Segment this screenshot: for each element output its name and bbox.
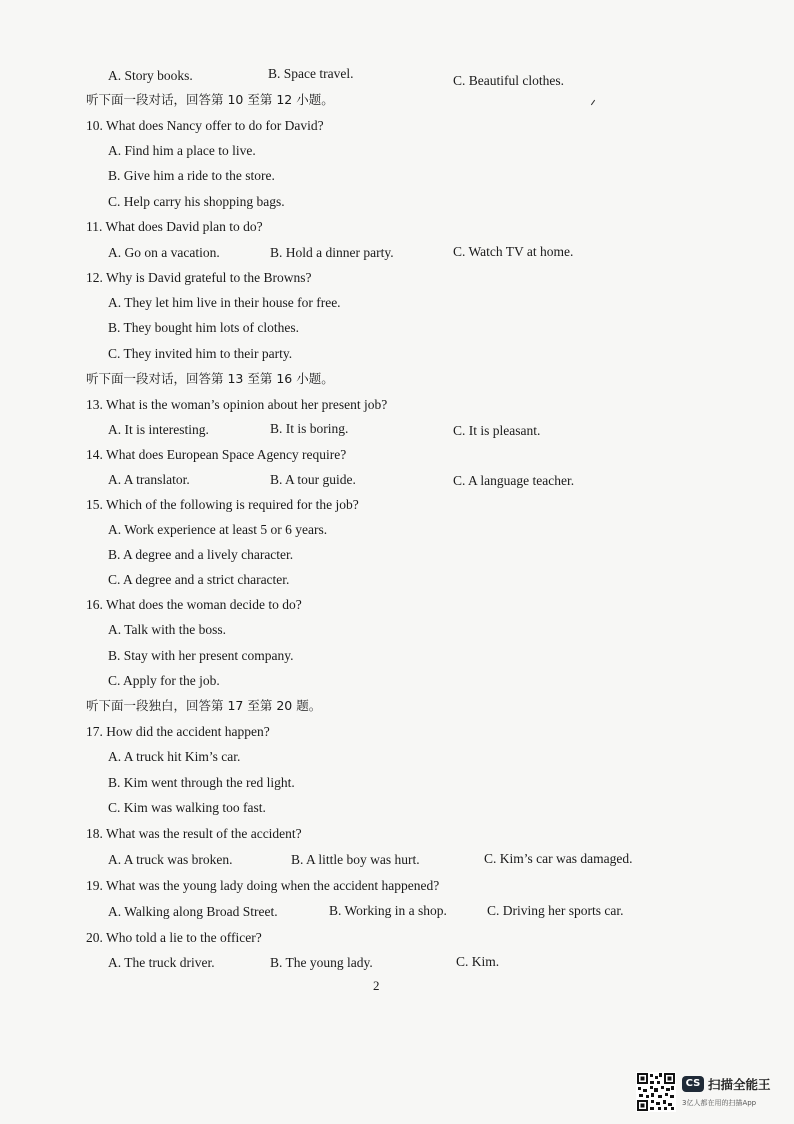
section-heading-13: 听下面一段对话，回答第 13 至第 16 小题。 [86,371,334,386]
q9-option-b: B. Space travel. [268,66,354,81]
question-20-option-c: C. Kim. [456,954,500,969]
section-heading-17: 听下面一段独白，回答第 17 至第 20 题。 [86,698,322,713]
q9-option-a: A. Story books. [108,68,193,83]
question-19-option-b: B. Working in a shop. [329,903,447,918]
question-11-option-a: A. Go on a vacation. [108,245,220,260]
question-13: 13. What is the woman’s opinion about her present job? [86,397,388,412]
question-12-option-c: C. They invited him to their party. [108,346,293,361]
question-18-option-a: A. A truck was broken. [108,852,233,867]
question-19: 19. What was the young lady doing when the accident happened? [86,878,440,893]
question-20: 20. Who told a lie to the officer? [86,930,262,945]
question-17-option-c: C. Kim was walking too fast. [108,800,266,815]
question-13-option-c: C. It is pleasant. [453,423,541,438]
question-16-option-c: C. Apply for the job. [108,673,220,688]
question-19-option-a: A. Walking along Broad Street. [108,904,278,919]
question-18-option-b: B. A little boy was hurt. [291,852,420,867]
question-11: 11. What does David plan to do? [86,219,263,234]
question-14: 14. What does European Space Agency require? [86,447,347,462]
question-11-option-c: C. Watch TV at home. [453,244,574,259]
pen-mark [591,100,595,105]
question-13-option-b: B. It is boring. [270,421,349,436]
question-15-option-a: A. Work experience at least 5 or 6 years. [108,522,328,537]
question-15-option-b: B. A degree and a lively character. [108,547,294,562]
q9-option-c: C. Beautiful clothes. [453,73,564,88]
question-14-option-a: A. A translator. [108,472,190,487]
section-heading-10: 听下面一段对话，回答第 10 至第 12 小题。 [86,92,334,107]
question-20-option-a: A. The truck driver. [108,955,215,970]
question-10: 10. What does Nancy offer to do for David? [86,118,324,133]
question-18: 18. What was the result of the accident? [86,826,302,841]
question-11-option-b: B. Hold a dinner party. [270,245,394,260]
question-15: 15. Which of the following is required for the job? [86,497,359,512]
question-16-option-a: A. Talk with the boss. [108,622,227,637]
question-19-option-c: C. Driving her sports car. [487,903,624,918]
scanner-app-name: 扫描全能王 [708,1077,771,1092]
scanner-watermark [636,1072,786,1114]
question-18-option-c: C. Kim’s car was damaged. [484,851,633,866]
question-12: 12. Why is David grateful to the Browns? [86,270,312,285]
question-17: 17. How did the accident happen? [86,724,270,739]
question-20-option-b: B. The young lady. [270,955,373,970]
qr-code-icon [636,1072,676,1112]
question-10-option-a: A. Find him a place to live. [108,143,256,158]
question-15-option-c: C. A degree and a strict character. [108,572,290,587]
page-number: 2 [373,978,380,993]
question-16-option-b: B. Stay with her present company. [108,648,294,663]
question-12-option-a: A. They let him live in their house for free. [108,295,341,310]
question-10-option-b: B. Give him a ride to the store. [108,168,275,183]
scanner-app-tagline: 3亿人都在用的扫描App [682,1099,757,1107]
question-17-option-a: A. A truck hit Kim’s car. [108,749,241,764]
question-16: 16. What does the woman decide to do? [86,597,302,612]
question-10-option-c: C. Help carry his shopping bags. [108,194,285,209]
question-13-option-a: A. It is interesting. [108,422,209,437]
question-12-option-b: B. They bought him lots of clothes. [108,320,299,335]
question-14-option-c: C. A language teacher. [453,473,575,488]
question-17-option-b: B. Kim went through the red light. [108,775,295,790]
camscanner-logo-icon: CS [682,1076,704,1092]
question-14-option-b: B. A tour guide. [270,472,356,487]
